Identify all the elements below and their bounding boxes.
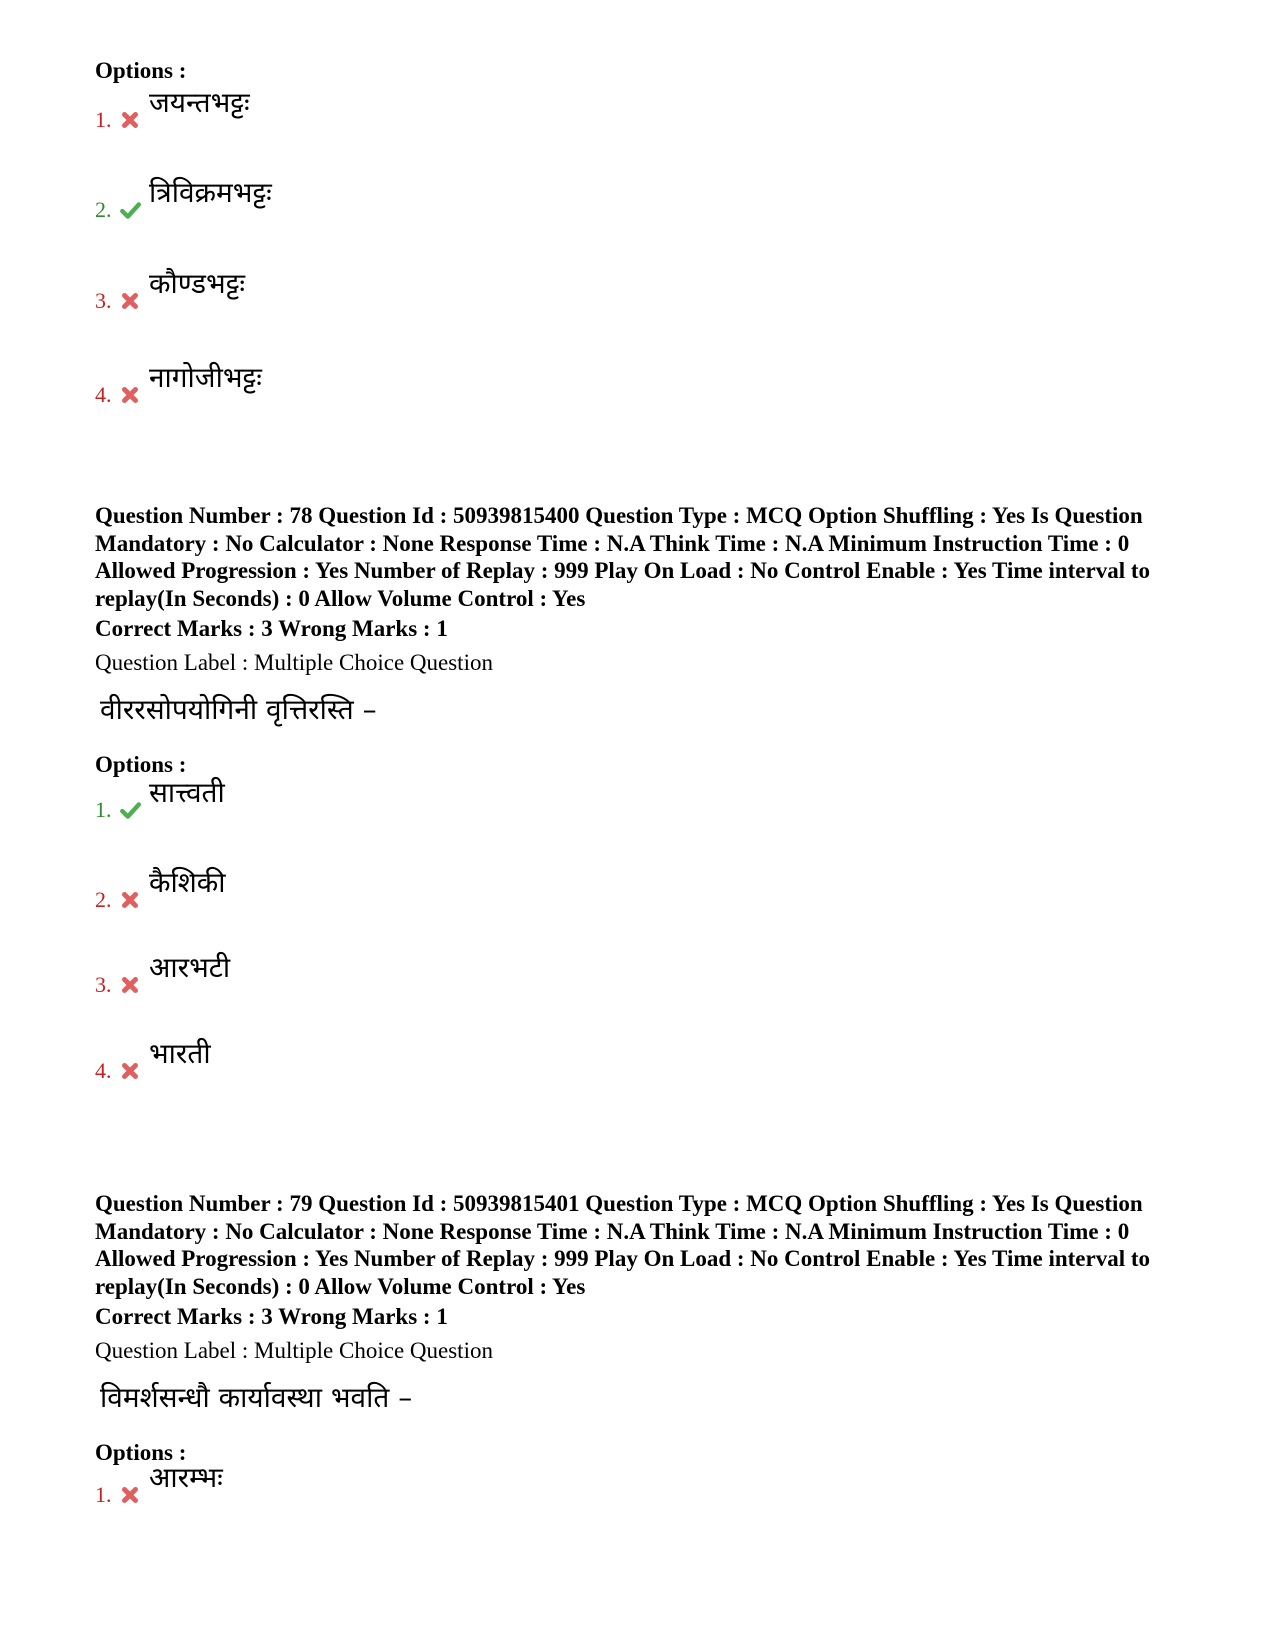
- cross-icon: [119, 384, 141, 406]
- option-number: 1.: [95, 1482, 112, 1507]
- check-icon: [119, 799, 141, 821]
- option-row: [95, 267, 246, 314]
- option-number: 2.: [95, 197, 112, 222]
- option-text: त्रिविक्रमभट्टः: [149, 176, 272, 209]
- option-row: [95, 1461, 223, 1508]
- option-row: [95, 1037, 211, 1084]
- marks-line: Correct Marks : 3 Wrong Marks : 1: [95, 616, 448, 641]
- option-text: सात्त्वती: [149, 776, 225, 809]
- cross-icon: [119, 974, 141, 996]
- option-number: 2.: [95, 887, 112, 912]
- options-heading: Options :: [95, 752, 187, 777]
- option-number: 4.: [95, 382, 112, 407]
- marks-line: Correct Marks : 3 Wrong Marks : 1: [95, 1304, 448, 1329]
- option-text: आरम्भः: [149, 1461, 223, 1494]
- option-row: [95, 361, 262, 408]
- option-number: 4.: [95, 1058, 112, 1083]
- check-icon: [119, 199, 141, 221]
- question-label: Question Label : Multiple Choice Question: [95, 1338, 493, 1363]
- option-text: जयन्तभट्टः: [149, 86, 250, 119]
- option-row: [95, 176, 272, 223]
- cross-icon: [119, 1484, 141, 1506]
- option-text: आरभटी: [149, 951, 231, 984]
- options-heading: Options :: [95, 1440, 187, 1465]
- cross-icon: [119, 290, 141, 312]
- cross-icon: [119, 1060, 141, 1082]
- question-text: वीररसोपयोगिनी वृत्तिरस्ति –: [100, 693, 377, 726]
- option-row: [95, 776, 225, 823]
- option-number: 3.: [95, 288, 112, 313]
- option-row: [95, 86, 250, 133]
- option-text: कौण्डभट्टः: [149, 267, 246, 300]
- option-number: 1.: [95, 107, 112, 132]
- option-row: [95, 866, 226, 913]
- option-text: नागोजीभट्टः: [149, 361, 262, 394]
- cross-icon: [119, 889, 141, 911]
- options-heading: Options :: [95, 58, 187, 83]
- question-label: Question Label : Multiple Choice Question: [95, 650, 493, 675]
- question-text: विमर्शसन्धौ कार्यावस्था भवति –: [100, 1381, 413, 1414]
- option-text: कैशिकी: [149, 866, 226, 899]
- cross-icon: [119, 109, 141, 131]
- question-meta: Question Number : 79 Question Id : 50939815401 Question Type : MCQ Option Shuffling : Yes Is Question Mandatory : No Calculator : None Response Time : N.A Think Time : N.A Minimum Instruction Time : 0 Allowed Progression : Yes Number of Replay : 999 Play On Load : No Control Enable : Yes Time interval to replay(In Seconds) : 0 Allow Volume Control : Yes: [95, 1191, 1151, 1299]
- option-text: भारती: [149, 1037, 211, 1070]
- question-meta: Question Number : 78 Question Id : 50939815400 Question Type : MCQ Option Shuffling : Yes Is Question Mandatory : No Calculator : None Response Time : N.A Think Time : N.A Minimum Instruction Time : 0 Allowed Progression : Yes Number of Replay : 999 Play On Load : No Control Enable : Yes Time interval to replay(In Seconds) : 0 Allow Volume Control : Yes: [95, 503, 1151, 611]
- option-number: 1.: [95, 797, 112, 822]
- option-number: 3.: [95, 972, 112, 997]
- option-row: [95, 951, 231, 998]
